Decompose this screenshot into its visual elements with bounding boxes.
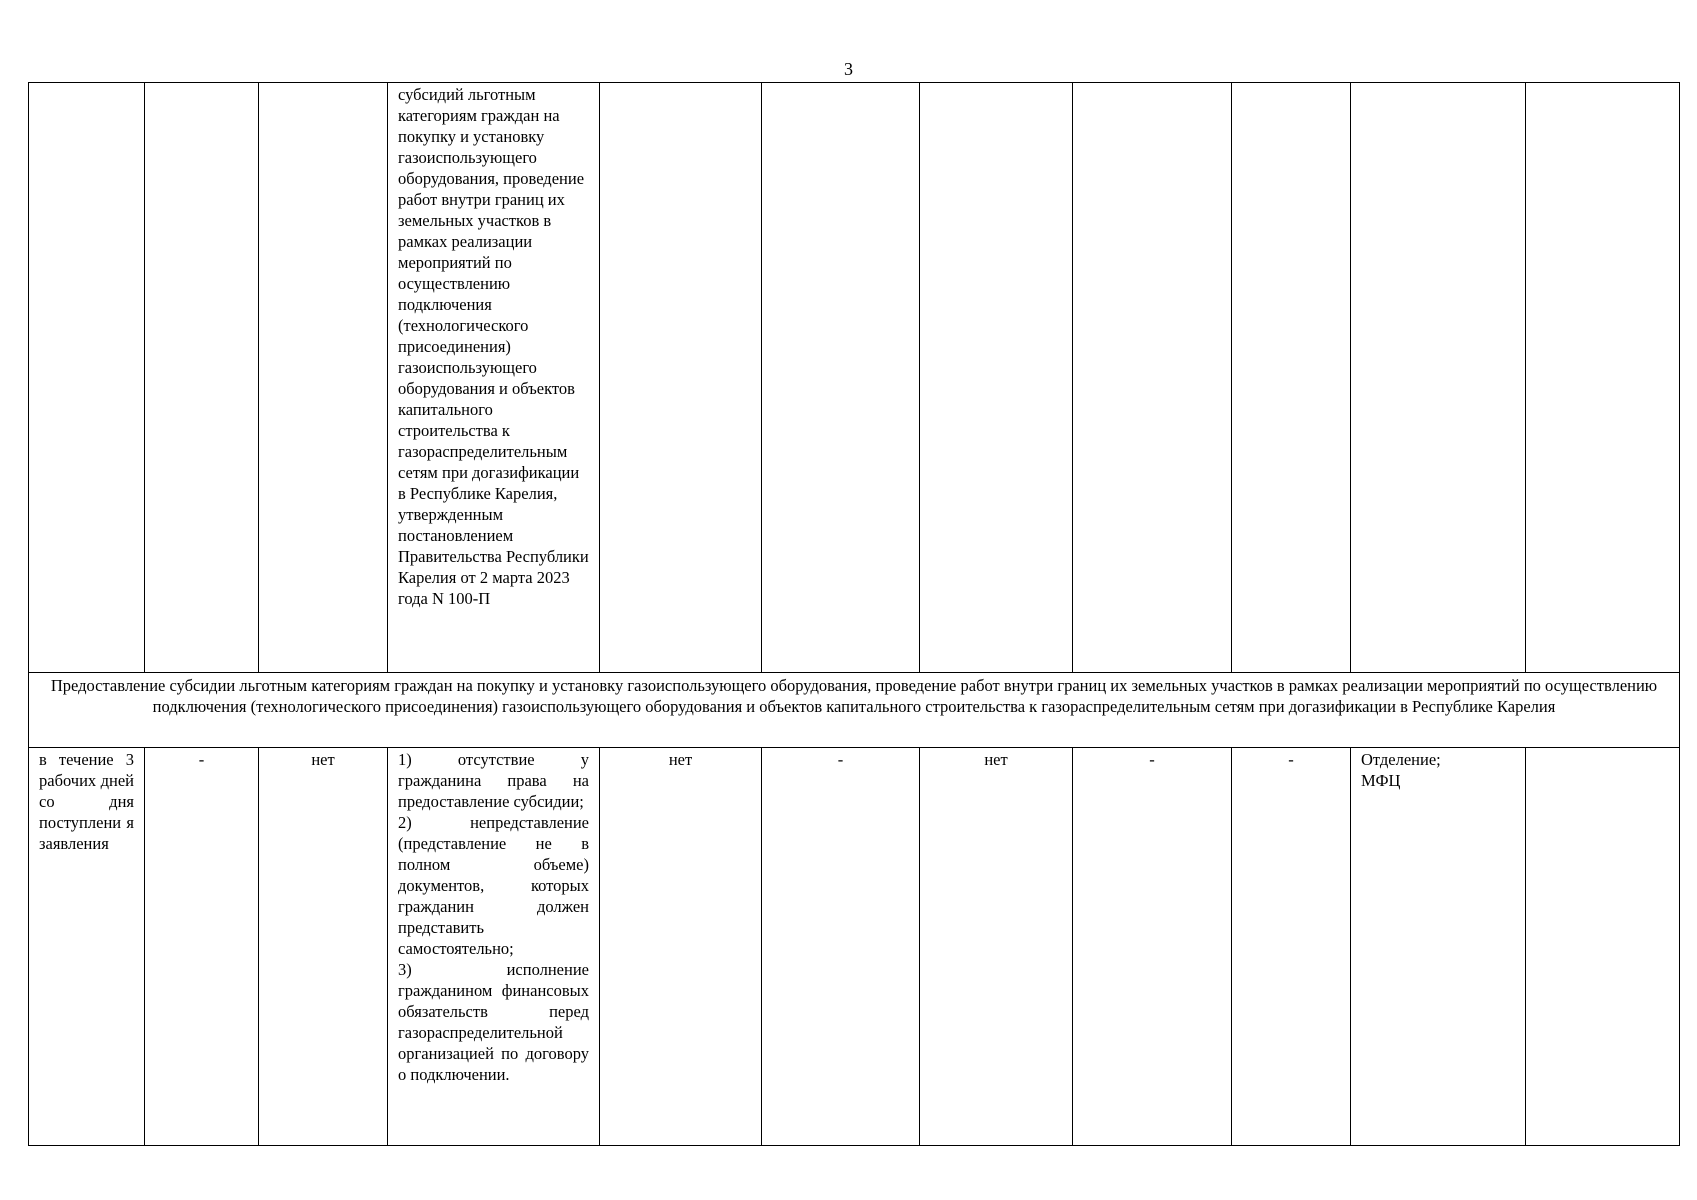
cell-other: - [1232,748,1351,1146]
cell-r1-c6 [762,83,920,673]
table-row-section-header [29,673,1680,748]
cell-r1-c4-legal-basis: субсидий льготным категориям граждан на покупку и установку газоиспользующего оборудования, проведение работ внутри границ их земельных участков в рамках реализации мероприятий по осуществлению подключения (технологического присоединения) газоиспользующего оборудования и объектов капитального строительства к газораспределительным сетям при догазификации в Республике Карелия, утвержденным постановлением Правительства Республики Карелия от 2 марта 2023 года N 100-П [388,83,600,673]
services-table [28,82,1680,1146]
page-number: 3 [844,59,853,79]
cell-fee-required: нет [600,748,762,1146]
refusal-ground-item: 1) отсутствие у гражданина права на предоставление субсидии; [398,750,589,811]
cell-r1-c1 [29,83,145,673]
table-row-continued [29,83,1680,673]
table-row-service [29,748,1680,1146]
cell-r1-c2 [145,83,259,673]
refusal-ground-item: 3) исполнение гражданином финансовых обязательств перед газораспределительной организацией по договору о подключении. [398,960,589,1084]
cell-fee-code: - [1073,748,1232,1146]
refusal-ground-item: 2) непредставление (представление не в полном объеме) документов, которых гражданин должен представить самостоятельно; [398,813,589,958]
cell-refusal-grounds [388,748,600,1146]
application-method-line: Отделение; [1361,750,1441,769]
cell-r1-c11 [1526,83,1680,673]
cell-fee-amount: нет [920,748,1073,1146]
cell-fee-details: - [762,748,920,1146]
section-header-cell: Предоставление субсидии льготным категориям граждан на покупку и установку газоиспользующего оборудования, проведение работ внутри границ их земельных участков в рамках реализации мероприятий по осуществлению подключения (технологического присоединения) газоиспользующего оборудования и объектов капитального строительства к газораспределительным сетям при догазификации в Республике Карелия [29,673,1680,748]
cell-r1-c8 [1073,83,1232,673]
cell-r1-c5 [600,83,762,673]
cell-r1-c7 [920,83,1073,673]
cell-r1-c3 [259,83,388,673]
cell-suspension-grounds: нет [259,748,388,1146]
cell-r1-c9 [1232,83,1351,673]
application-method-line: МФЦ [1361,771,1401,790]
cell-result-method [1526,748,1680,1146]
cell-r1-c10 [1351,83,1526,673]
cell-suspension-term: - [145,748,259,1146]
cell-term: в течение 3 рабочих дней со дня поступлени я заявления [29,748,145,1146]
cell-application-method [1351,748,1526,1146]
